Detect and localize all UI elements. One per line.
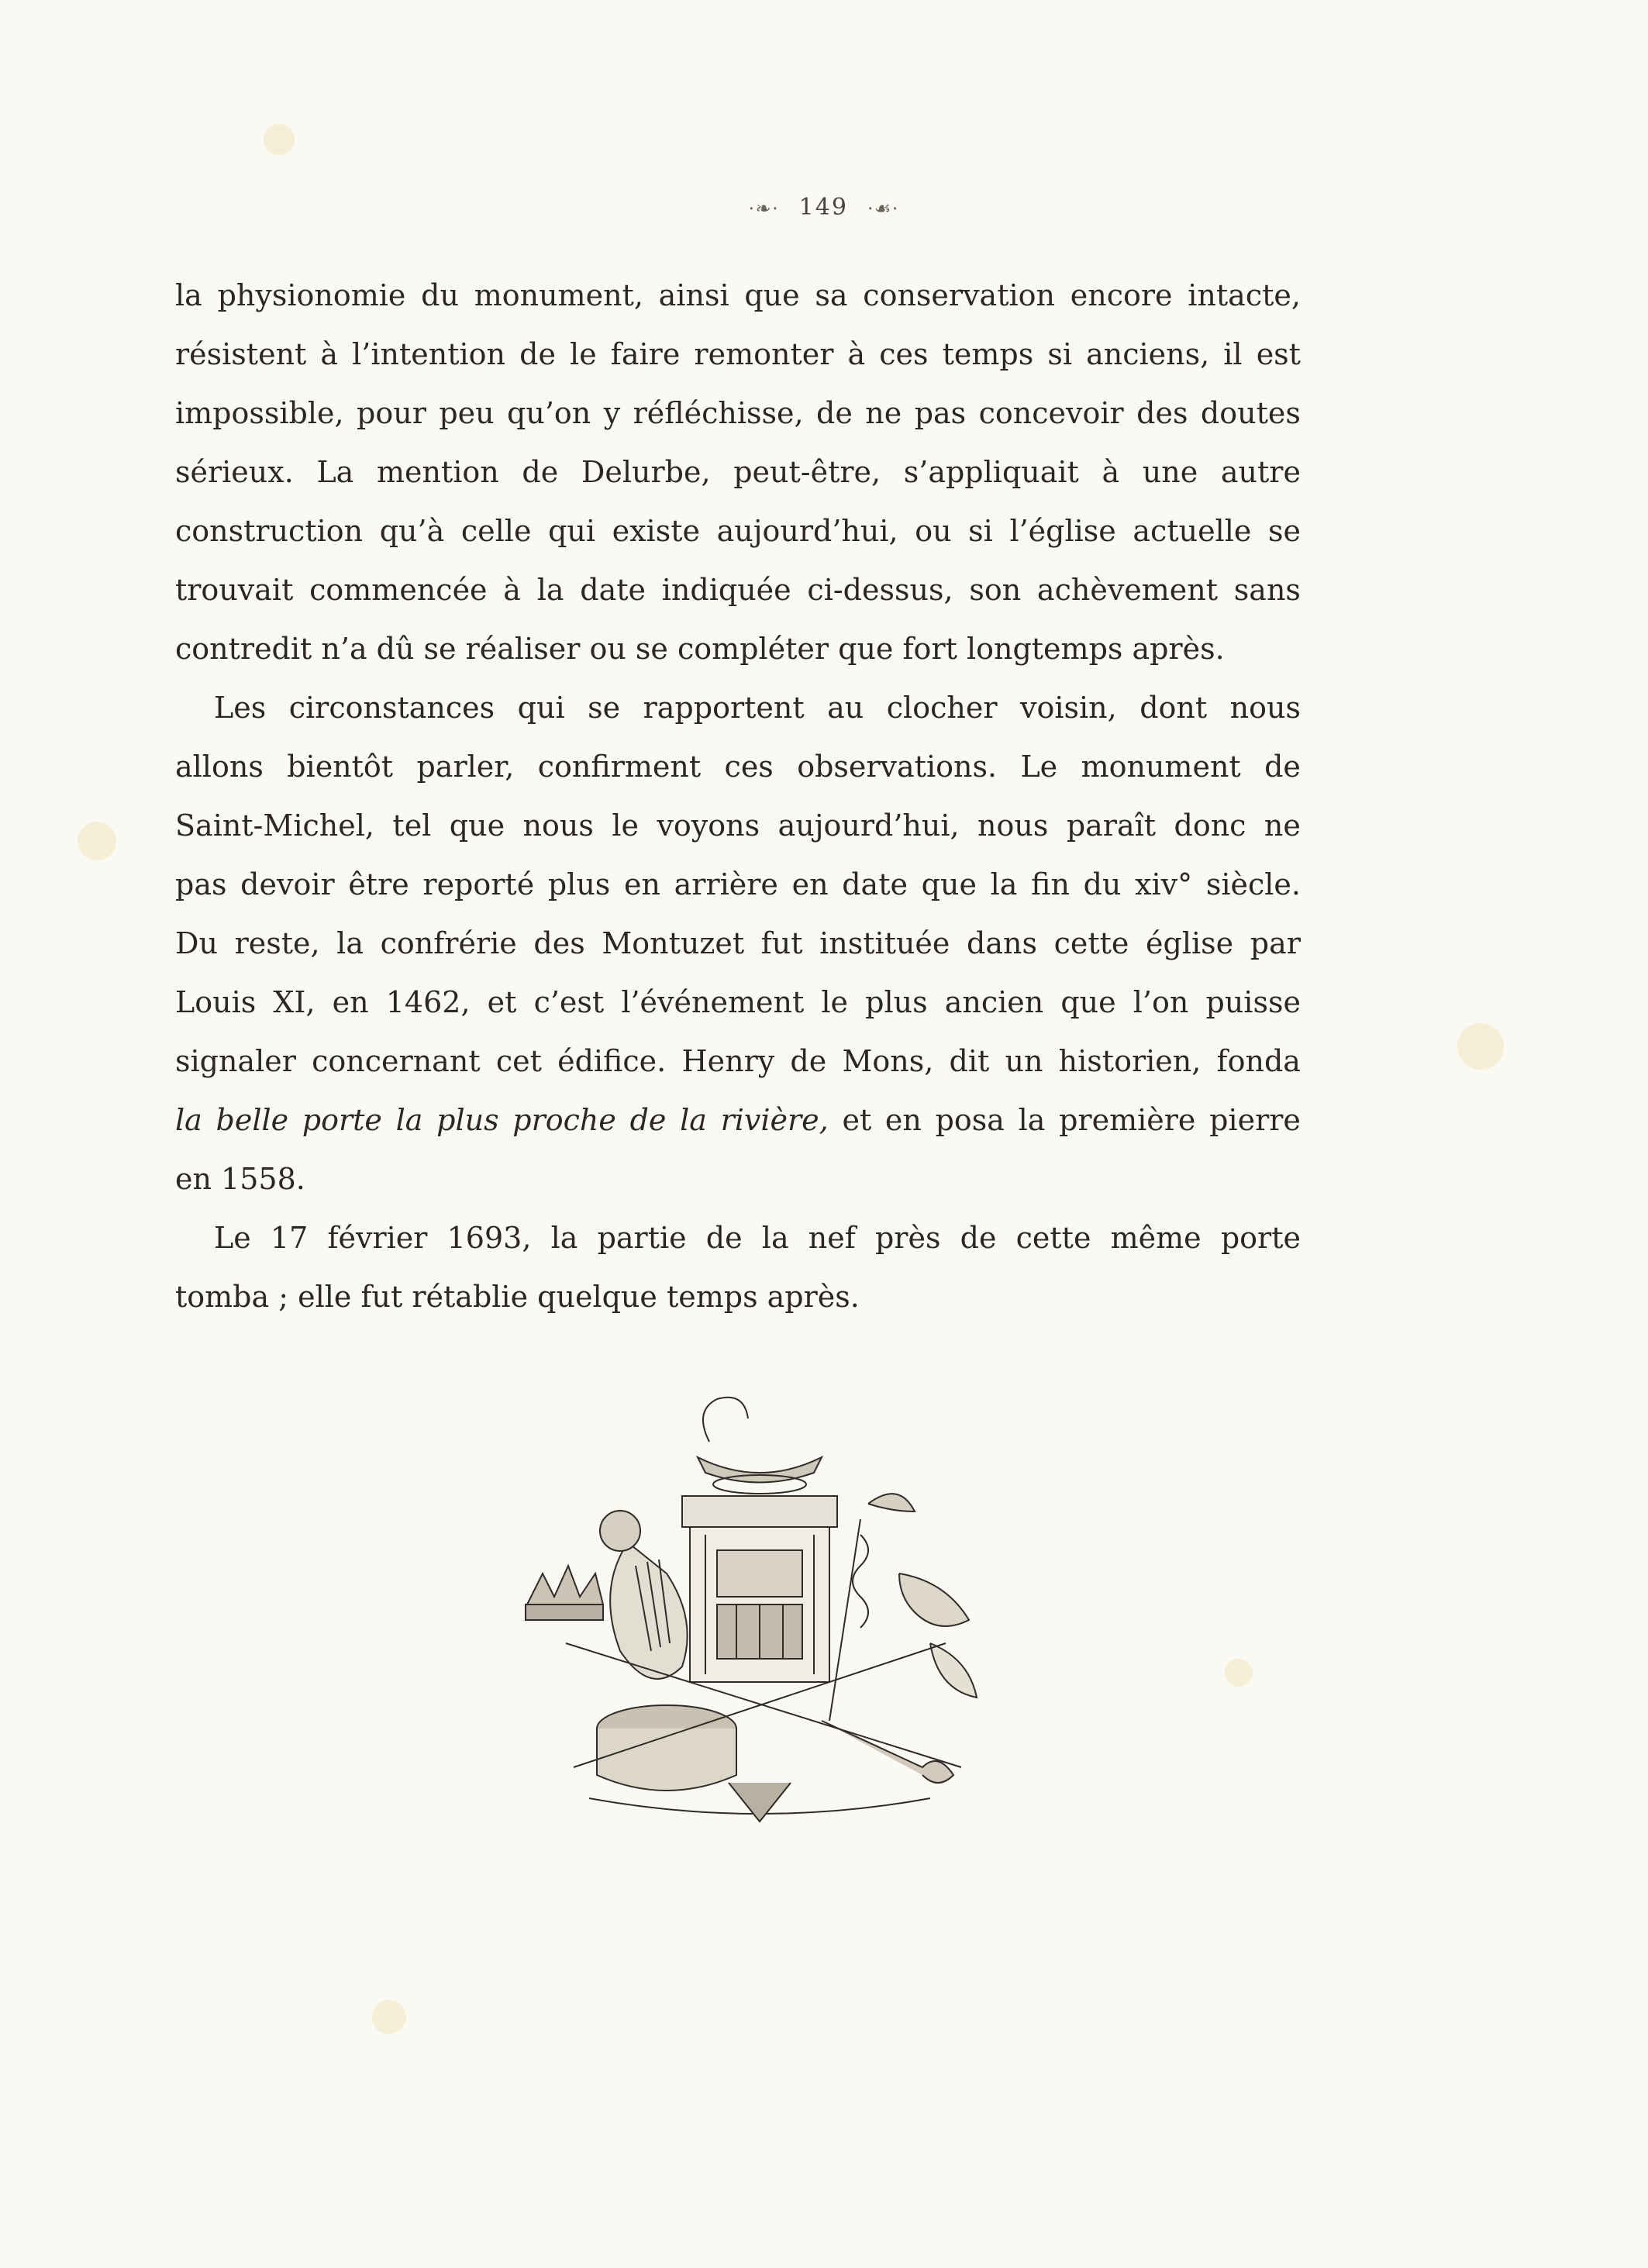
text-word: rivière,: [720, 1103, 829, 1137]
text-line: [175, 443, 1301, 502]
text-line: [175, 384, 1301, 443]
text-word: puisse: [1205, 985, 1301, 1019]
text-word: réfléchisse,: [633, 396, 804, 430]
text-word: près: [874, 1221, 941, 1255]
text-word: nef: [808, 1221, 856, 1255]
text-word: achèvement: [1036, 573, 1219, 607]
text-word: 17: [270, 1221, 309, 1255]
text-word: confrérie: [380, 926, 517, 960]
text-word: la: [761, 1221, 789, 1255]
text-line: [175, 737, 1301, 796]
text-word: concevoir: [978, 396, 1124, 430]
text-word: à: [847, 337, 866, 371]
text-word: ainsi: [658, 278, 729, 312]
text-word: ces: [724, 750, 774, 784]
text-word: confirment: [537, 750, 702, 784]
text-line: [175, 502, 1301, 560]
text-word: ne: [1264, 808, 1301, 843]
text-word: à: [320, 337, 339, 371]
text-word: en: [623, 867, 660, 901]
text-word: proche: [512, 1103, 616, 1137]
text-word: de: [705, 1221, 743, 1255]
text-word: fut: [760, 926, 803, 960]
text-line: [175, 619, 1301, 678]
text-word: Le: [1020, 750, 1058, 784]
text-word: historien,: [1058, 1044, 1202, 1078]
text-word: paraît: [1066, 808, 1157, 843]
text-word: circonstances: [288, 691, 495, 725]
text-word: ces: [879, 337, 929, 371]
text-word: mention: [376, 455, 499, 489]
text-word: conservation: [863, 278, 1055, 312]
text-word: que: [921, 867, 977, 901]
text-word: édifice.: [557, 1044, 667, 1078]
text-word: cette: [1015, 1221, 1091, 1255]
paper-stain: [1225, 1659, 1253, 1687]
text-word: l’église: [1009, 514, 1116, 548]
text-word: Montuzet: [602, 926, 745, 960]
text-word: instituée: [819, 926, 950, 960]
text-word: le: [612, 808, 639, 843]
text-word: la: [1018, 1103, 1046, 1137]
text-word: encore: [1070, 278, 1173, 312]
text-word: et: [842, 1103, 872, 1137]
text-word: 1462,: [385, 985, 471, 1019]
text-line: [175, 560, 1301, 619]
text-word: pour: [357, 396, 426, 430]
text-word: se: [1267, 514, 1301, 548]
text-word: la: [175, 278, 202, 312]
text-word: xiv°: [1135, 867, 1193, 901]
text-word: la: [536, 573, 564, 607]
text-word: de: [629, 1103, 667, 1137]
text-span: en 1558.: [175, 1162, 305, 1196]
text-line: [175, 266, 1301, 325]
text-word: allons: [175, 750, 264, 784]
text-word: de: [790, 1044, 827, 1078]
text-word: que: [449, 808, 505, 843]
text-word: du: [1083, 867, 1122, 901]
text-word: de: [519, 337, 556, 371]
text-word: donc: [1174, 808, 1246, 843]
text-word: XI,: [273, 985, 315, 1019]
text-word: la: [550, 1221, 578, 1255]
text-word: monument,: [474, 278, 643, 312]
text-word: y: [603, 396, 621, 430]
text-word: de: [816, 396, 853, 430]
text-word: nous: [977, 808, 1049, 843]
text-word: date: [580, 573, 646, 607]
text-word: porte: [1220, 1221, 1301, 1255]
text-word: et: [487, 985, 517, 1019]
text-word: actuelle: [1133, 514, 1252, 548]
text-word: en: [332, 985, 369, 1019]
text-word: remonter: [694, 337, 834, 371]
text-word: l’intention: [352, 337, 506, 371]
text-word: sans: [1233, 573, 1301, 607]
text-word: belle: [215, 1103, 289, 1137]
text-line: [175, 1150, 1301, 1208]
text-word: Louis: [175, 985, 257, 1019]
text-word: arrière: [674, 867, 778, 901]
text-word: Henry: [681, 1044, 775, 1078]
text-word: qu’on: [507, 396, 591, 430]
paper-stain: [264, 124, 295, 155]
text-word: dont: [1139, 691, 1208, 725]
text-line: [175, 914, 1301, 973]
text-word: l’on: [1133, 985, 1189, 1019]
text-word: physionomie: [217, 278, 406, 312]
text-word: église: [1146, 926, 1234, 960]
text-word: un: [1005, 1044, 1043, 1078]
page-number: 149: [798, 194, 848, 221]
text-word: cette: [1053, 926, 1129, 960]
text-line: [175, 1032, 1301, 1091]
text-word: par: [1250, 926, 1301, 960]
text-word: commencée: [309, 573, 488, 607]
text-word: dans: [967, 926, 1037, 960]
text-word: bientôt: [287, 750, 394, 784]
text-word: sa: [815, 278, 848, 312]
text-word: existe: [612, 514, 700, 548]
text-word: première: [1059, 1103, 1196, 1137]
text-word: au: [827, 691, 864, 725]
text-word: dit: [949, 1044, 990, 1078]
text-span: contredit n’a dû se réaliser ou se compléter que fort longtemps après.: [175, 632, 1225, 666]
text-word: reporté: [422, 867, 535, 901]
text-word: la: [680, 1103, 707, 1137]
text-word: en: [791, 867, 829, 901]
text-word: cet: [495, 1044, 542, 1078]
text-word: trouvait: [175, 573, 294, 607]
text-word: devoir: [240, 867, 335, 901]
text-word: celle: [460, 514, 532, 548]
text-word: une: [1142, 455, 1198, 489]
text-word: doutes: [1200, 396, 1301, 430]
paper-stain: [372, 2000, 406, 2034]
text-word: de: [1264, 750, 1301, 784]
text-word: monument: [1081, 750, 1241, 784]
text-line: [175, 1267, 1301, 1326]
text-word: Le: [214, 1221, 251, 1255]
text-word: fonda: [1216, 1044, 1301, 1078]
text-word: aujourd’hui,: [716, 514, 898, 548]
body-text: [175, 266, 1301, 1326]
text-line: [175, 1208, 1301, 1267]
text-line: [175, 796, 1301, 855]
text-word: pas: [175, 867, 227, 901]
text-word: février: [327, 1221, 428, 1255]
text-word: de: [960, 1221, 997, 1255]
text-word: se: [588, 691, 621, 725]
text-word: voyons: [657, 808, 760, 843]
text-word: 1693,: [446, 1221, 532, 1255]
paper-stain: [78, 822, 116, 860]
text-word: Saint-Michel,: [175, 808, 374, 843]
text-word: fin: [1031, 867, 1070, 901]
text-word: indiquée: [661, 573, 791, 607]
text-word: le: [821, 985, 848, 1019]
text-word: tel: [392, 808, 432, 843]
text-word: qu’à: [379, 514, 445, 548]
text-word: ou: [915, 514, 952, 548]
text-word: la: [990, 867, 1018, 901]
text-word: peut-être,: [733, 455, 881, 489]
text-word: il: [1223, 337, 1243, 371]
text-word: posa: [935, 1103, 1005, 1137]
text-word: Les: [214, 691, 267, 725]
text-word: pierre: [1209, 1103, 1301, 1137]
text-word: peu: [439, 396, 495, 430]
page-header: [0, 194, 1648, 221]
text-word: ne: [865, 396, 902, 430]
text-word: signaler: [175, 1044, 296, 1078]
text-word: du: [421, 278, 459, 312]
text-word: La: [316, 455, 354, 489]
text-line: [175, 325, 1301, 384]
text-word: à: [1102, 455, 1120, 489]
text-word: en: [884, 1103, 922, 1137]
text-span: tomba ; elle fut rétablie quelque temps après.: [175, 1280, 860, 1314]
ornamental-vignette-icon: [496, 1395, 1023, 1829]
text-word: des: [1136, 396, 1188, 430]
text-word: plus: [865, 985, 928, 1019]
text-word: clocher: [886, 691, 998, 725]
text-word: sérieux.: [175, 455, 294, 489]
text-word: faire: [610, 337, 681, 371]
text-word: plus: [436, 1103, 499, 1137]
text-word: autre: [1220, 455, 1301, 489]
text-word: si: [968, 514, 993, 548]
text-word: est: [1256, 337, 1301, 371]
text-word: siècle.: [1205, 867, 1301, 901]
text-word: Mons,: [842, 1044, 934, 1078]
text-word: aujourd’hui,: [777, 808, 960, 843]
text-word: nous: [522, 808, 594, 843]
text-word: résistent: [175, 337, 307, 371]
text-word: être: [348, 867, 409, 901]
text-word: de: [522, 455, 559, 489]
text-word: reste,: [234, 926, 320, 960]
text-word: qui: [517, 691, 565, 725]
header-ornament-left: ⸱❧⸱: [749, 198, 780, 219]
header-ornament-right: ⸱☙⸱: [867, 198, 899, 219]
text-word: rapportent: [643, 691, 805, 725]
text-word: le: [570, 337, 597, 371]
text-word: concernant: [312, 1044, 481, 1078]
text-line: [175, 1091, 1301, 1150]
text-word: impossible,: [175, 396, 344, 430]
text-word: s’appliquait: [903, 455, 1079, 489]
text-word: anciens,: [1086, 337, 1210, 371]
text-word: date: [842, 867, 908, 901]
text-word: pas: [914, 396, 967, 430]
text-line: [175, 855, 1301, 914]
text-word: plus: [547, 867, 611, 901]
text-word: la: [175, 1103, 202, 1137]
text-word: Du: [175, 926, 218, 960]
text-word: la: [336, 926, 364, 960]
text-word: porte: [302, 1103, 382, 1137]
text-line: [175, 973, 1301, 1032]
text-word: à: [503, 573, 521, 607]
text-word: que: [744, 278, 800, 312]
text-word: intacte,: [1188, 278, 1301, 312]
text-word: ancien: [944, 985, 1044, 1019]
text-word: partie: [597, 1221, 687, 1255]
text-word: si: [1047, 337, 1072, 371]
text-word: observations.: [797, 750, 998, 784]
text-word: ci-dessus,: [807, 573, 953, 607]
text-word: l’événement: [621, 985, 805, 1019]
text-word: qui: [548, 514, 596, 548]
paper-stain: [1457, 1023, 1504, 1070]
text-word: la: [395, 1103, 423, 1137]
text-word: Delurbe,: [581, 455, 711, 489]
text-word: temps: [942, 337, 1034, 371]
text-word: nous: [1229, 691, 1301, 725]
text-word: que: [1060, 985, 1116, 1019]
text-word: c’est: [533, 985, 605, 1019]
text-word: des: [533, 926, 585, 960]
text-line: [175, 678, 1301, 737]
text-word: construction: [175, 514, 364, 548]
text-word: son: [969, 573, 1022, 607]
text-word: même: [1110, 1221, 1202, 1255]
text-word: parler,: [416, 750, 515, 784]
text-word: voisin,: [1020, 691, 1117, 725]
